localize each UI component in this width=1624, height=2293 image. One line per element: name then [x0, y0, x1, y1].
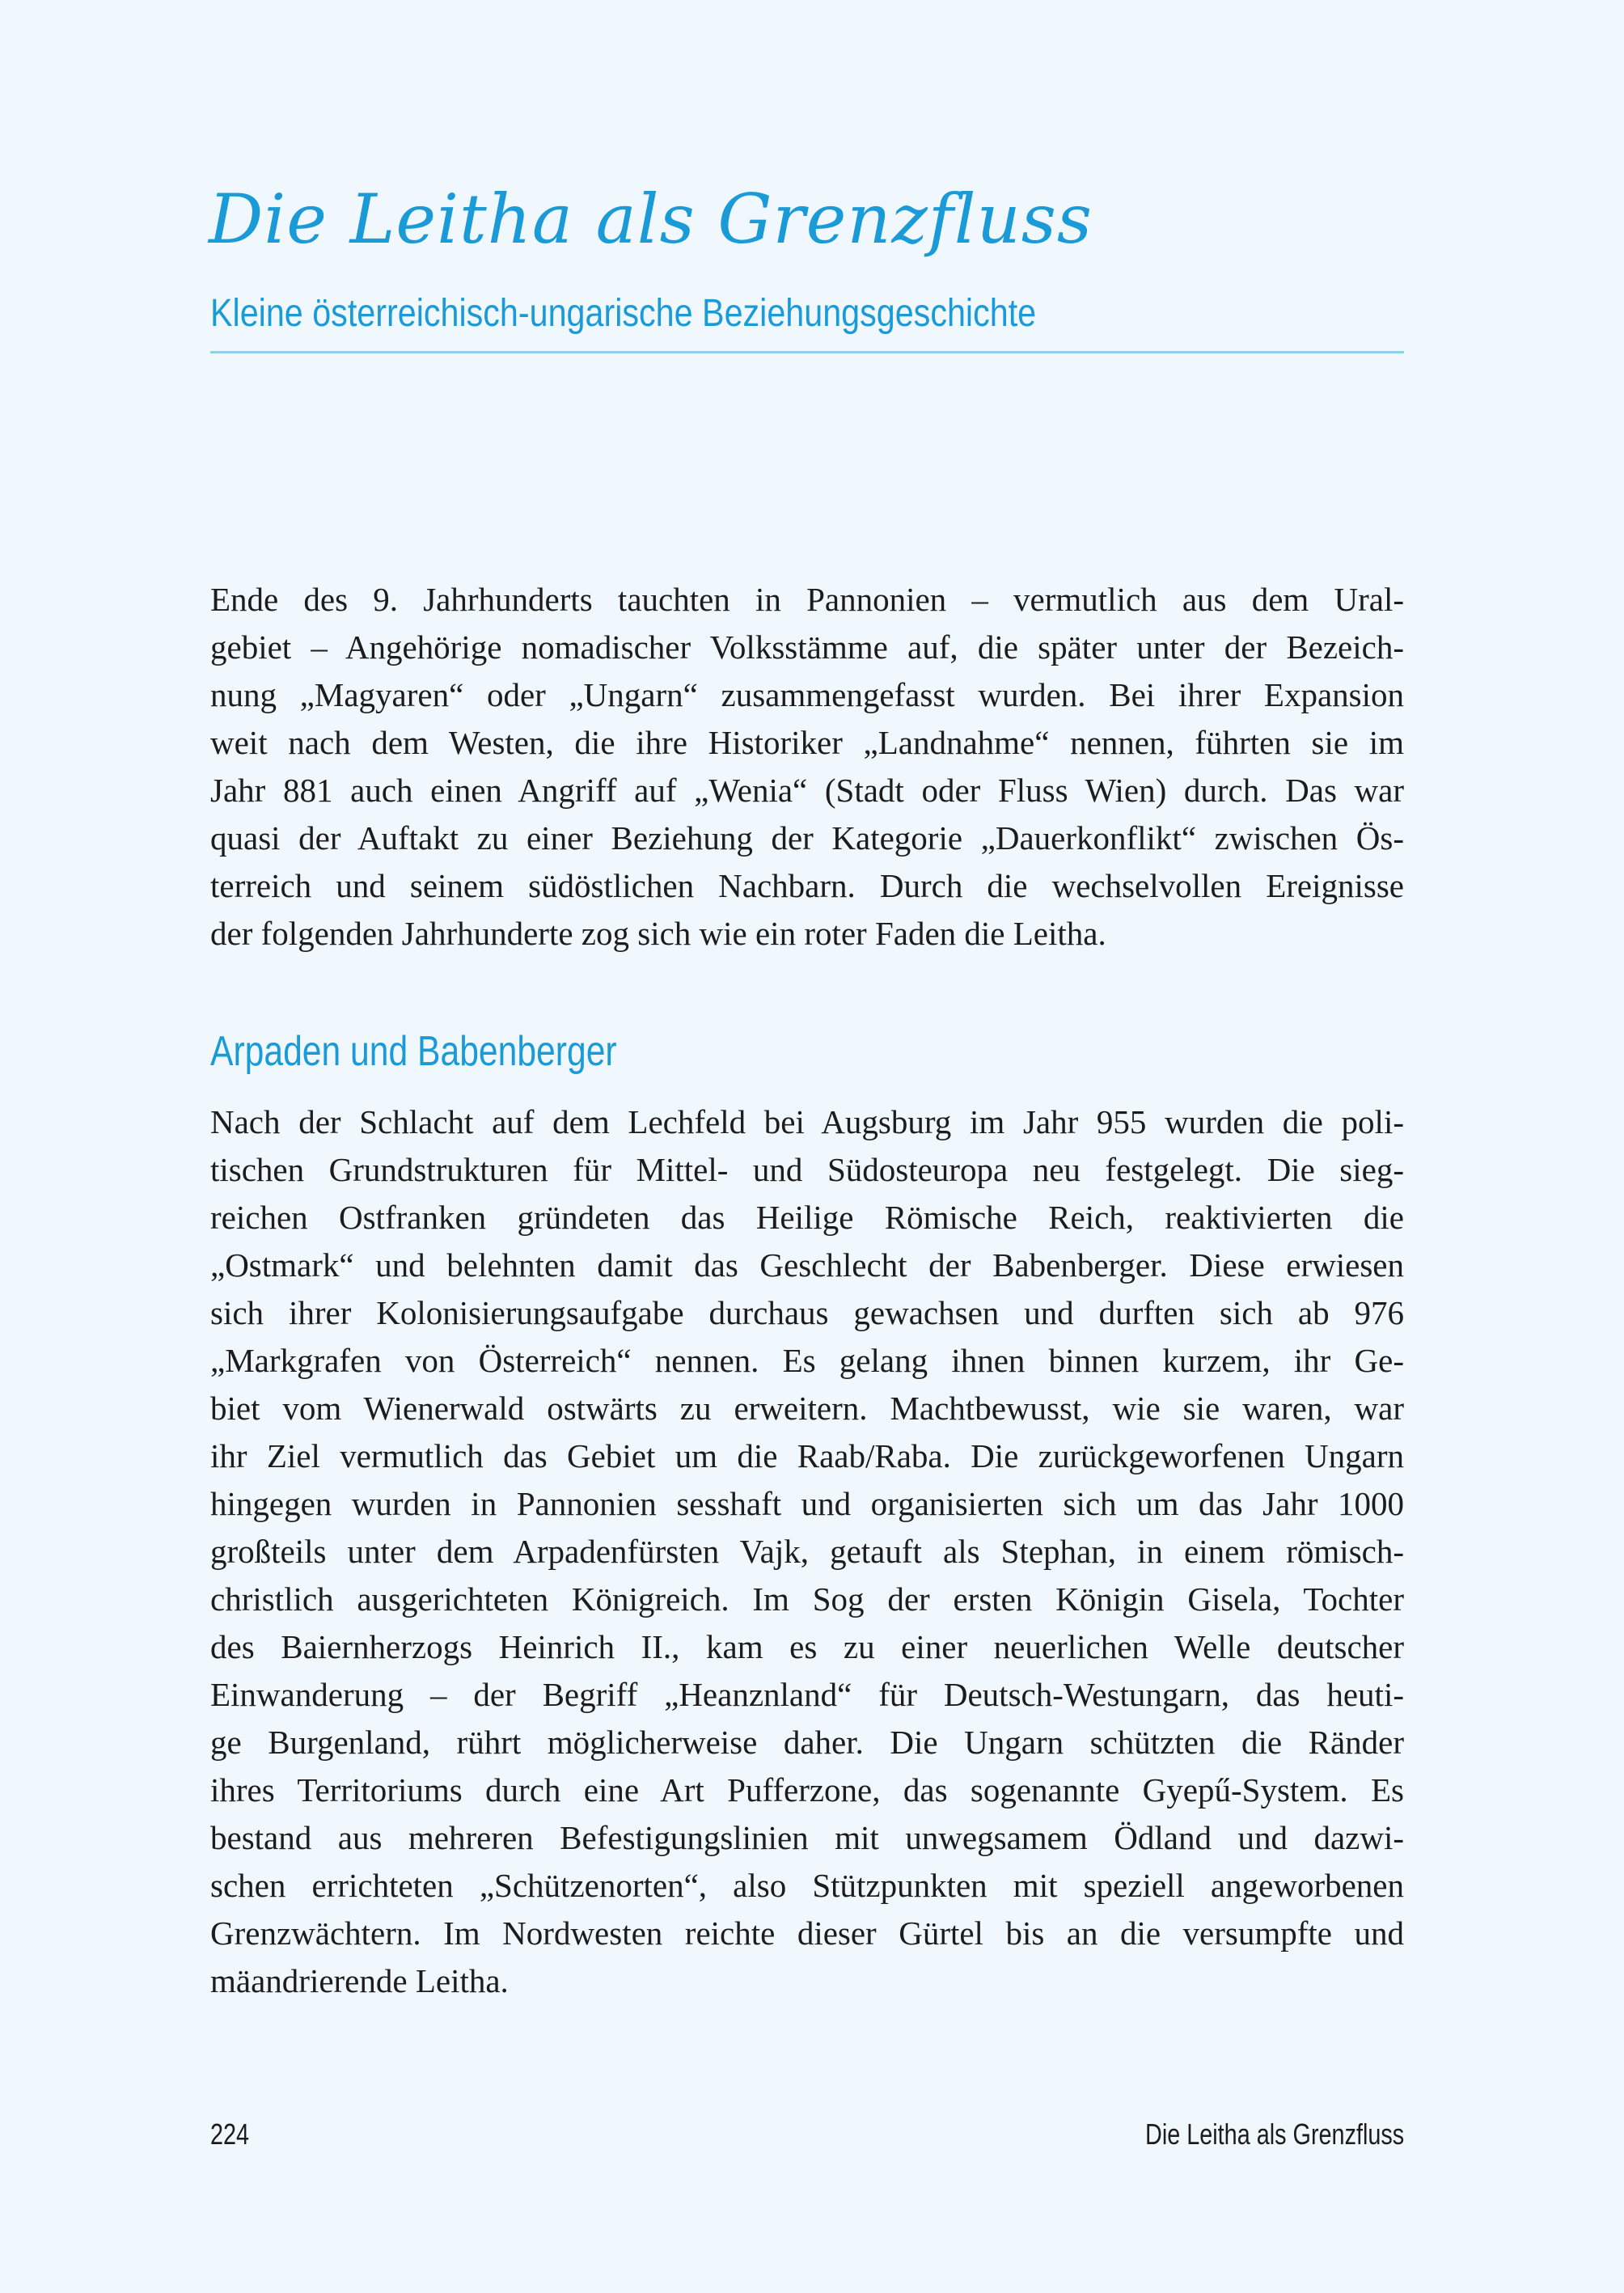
text-line: tischen Grundstrukturen für Mittel- und Südosteuropa neu festgelegt. Die sieg- [210, 1151, 1404, 1188]
section-paragraph [210, 1098, 1404, 2005]
text-line: Nach der Schlacht auf dem Lechfeld bei Augsburg im Jahr 955 wurden die poli- [210, 1103, 1404, 1140]
text-line: gebiet – Angehörige nomadischer Volksstämme auf, die später unter der Bezeich- [210, 628, 1404, 666]
text-line: großteils unter dem Arpadenfürsten Vajk, getauft als Stephan, in einem römisch- [210, 1533, 1404, 1570]
text-line: ge Burgenland, rührt möglicherweise daher. Die Ungarn schützten die Ränder [210, 1724, 1404, 1761]
header-divider [210, 351, 1404, 353]
text-line: Grenzwächtern. Im Nordwesten reichte dieser Gürtel bis an die versumpfte und [210, 1914, 1404, 1952]
text-line: ihr Ziel vermutlich das Gebiet um die Raab/Raba. Die zurückgeworfenen Ungarn [210, 1437, 1404, 1474]
text-line: christlich ausgerichteten Königreich. Im Sog der ersten Königin Gisela, Tochter [210, 1580, 1404, 1618]
page-number: 224 [210, 2117, 250, 2151]
text-line: reichen Ostfranken gründeten das Heilige Römische Reich, reaktivierten die [210, 1199, 1404, 1236]
text-line: Ende des 9. Jahrhunderts tauchten in Pannonien – vermutlich aus dem Ural- [210, 581, 1404, 618]
text-line: weit nach dem Westen, die ihre Historiker „Landnahme“ nennen, führten sie im [210, 724, 1404, 761]
text-line: „Ostmark“ und belehnten damit das Geschlecht der Babenberger. Diese erwiesen [210, 1246, 1404, 1284]
text-line: schen errichteten „Schützenorten“, also Stützpunkten mit speziell angeworbenen [210, 1867, 1404, 1904]
text-line: „Markgrafen von Österreich“ nennen. Es gelang ihnen binnen kurzem, ihr Ge- [210, 1342, 1404, 1379]
chapter-title: Die Leitha als Grenzfluss [209, 180, 1093, 259]
chapter-subtitle: Kleine österreichisch-ungarische Beziehungsgeschichte [210, 292, 1037, 335]
text-line: mäandrierende Leitha. [210, 1962, 509, 1999]
text-line: hingegen wurden in Pannonien sesshaft und organisierten sich um das Jahr 1000 [210, 1485, 1404, 1522]
text-line: nung „Magyaren“ oder „Ungarn“ zusammengefasst wurden. Bei ihrer Expansion [210, 676, 1404, 713]
text-line: Jahr 881 auch einen Angriff auf „Wenia“ (Stadt oder Fluss Wien) durch. Das war [210, 772, 1404, 809]
text-line: des Baiernherzogs Heinrich II., kam es zu einer neuerlichen Welle deutscher [210, 1628, 1404, 1665]
text-line: sich ihrer Kolonisierungsaufgabe durchaus gewachsen und durften sich ab 976 [210, 1294, 1404, 1331]
section-heading: Arpaden und Babenberger [210, 1028, 617, 1075]
text-line: Einwanderung – der Begriff „Heanznland“ für Deutsch-Westungarn, das heuti- [210, 1676, 1404, 1713]
text-line: bestand aus mehreren Befestigungslinien mit unwegsamem Ödland und dazwi- [210, 1819, 1404, 1856]
text-line: der folgenden Jahrhunderte zog sich wie ein roter Faden die Leitha. [210, 915, 1106, 952]
running-title: Die Leitha als Grenzfluss [1144, 2117, 1404, 2151]
text-line: biet vom Wienerwald ostwärts zu erweitern. Machtbewusst, wie sie waren, war [210, 1390, 1404, 1427]
text-line: terreich und seinem südöstlichen Nachbarn. Durch die wechselvollen Ereignisse [210, 867, 1404, 904]
intro-paragraph [210, 576, 1404, 958]
text-line: ihres Territoriums durch eine Art Pufferzone, das sogenannte Gyepű-System. Es [210, 1771, 1404, 1809]
text-line: quasi der Auftakt zu einer Beziehung der Kategorie „Dauerkonflikt“ zwischen Ös- [210, 819, 1404, 857]
